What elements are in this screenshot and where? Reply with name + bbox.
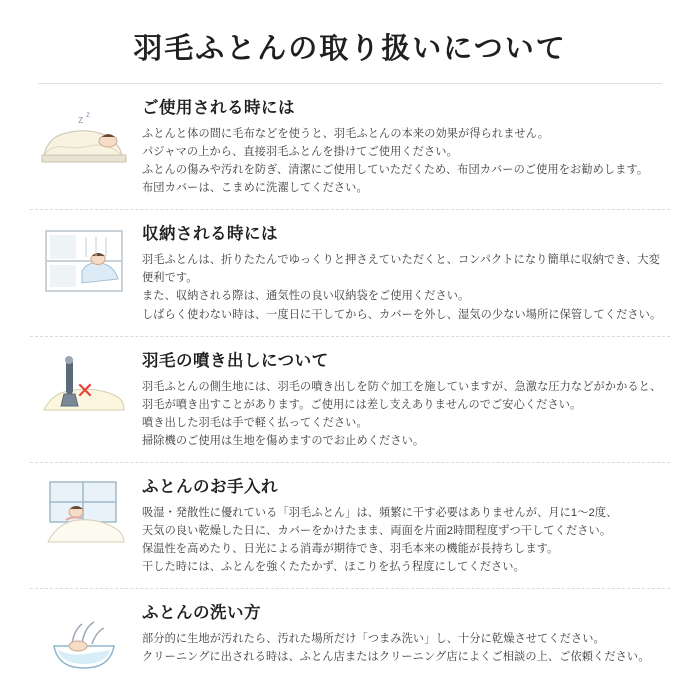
section-line: クリーニングに出される時は、ふとん店またはクリーニング店によくご相談の上、ご依頼ください。: [142, 651, 650, 664]
section-line: 吸湿・発散性に優れている「羽毛ふとん」は、頻繁に干す必要はありませんが、月に1〜2度、: [142, 506, 618, 519]
storage-closet-icon: [38, 227, 130, 299]
section-line: ふとんと体の間に毛布などを使うと、羽毛ふとんの本来の効果が得られません。: [142, 127, 550, 140]
section-storage: [30, 210, 670, 336]
section-line: 噴き出した羽毛は手で軽く払ってください。: [142, 416, 368, 429]
section-care: [30, 463, 670, 589]
section-line: パジャマの上から、直接羽毛ふとんを掛けてご使用ください。: [142, 145, 458, 158]
section-line: 部分的に生地が汚れたら、汚れた場所だけ「つまみ洗い」し、十分に乾燥させてください。: [142, 633, 605, 646]
page-title: 羽毛ふとんの取り扱いについて: [38, 0, 662, 84]
prohibited-x-icon: ✕: [75, 377, 95, 403]
section-title: 羽毛の噴き出しについて: [142, 351, 329, 370]
section-body: [142, 97, 662, 197]
section-line: 保温性を高めたり、日光による消毒が期待でき、羽毛本来の機能が長持ちします。: [142, 543, 559, 556]
section-line: ふとんの傷みや汚れを防ぎ、清潔にご使用していただくため、布団カバーのご使用をお勧めします。: [142, 164, 649, 177]
section-line: 羽毛が噴き出すことがあります。ご使用には差し支えありませんのでご安心ください。: [142, 398, 582, 411]
section-washing: [30, 589, 670, 690]
section-line: また、収納される際は、通気性の良い収納袋をご使用ください。: [142, 290, 470, 303]
airing-duvet-window-icon: [38, 480, 130, 552]
section-title: ご使用される時には: [142, 99, 295, 117]
section-line: 天気の良い乾燥した日に、カバーをかけたまま、両面を片面2時間程度ずつ干してください。: [142, 525, 612, 538]
section-line: 干した時には、ふとんを強くたたかず、ほこりを払う程度にしてください。: [142, 561, 525, 574]
section-line: 布団カバーは、こまめに洗濯してください。: [142, 182, 368, 195]
section-line: しばらく使わない時は、一度日に干してから、カバーを外し、湿気の少ない場所に保管してください。: [142, 308, 662, 321]
section-title: ふとんの洗い方: [142, 604, 261, 623]
section-line: 羽毛ふとんの側生地には、羽毛の噴き出しを防ぐ加工を施していますが、急激な圧力などがかかると、: [142, 380, 662, 393]
section-title: ふとんのお手入れ: [142, 478, 278, 497]
section-usage: [30, 84, 670, 210]
vacuum-on-duvet-prohibited-icon: [38, 354, 130, 426]
section-body: [142, 223, 662, 323]
section-title: 収納される時には: [142, 225, 278, 244]
svg-text:z: z: [78, 114, 84, 126]
section-body: [142, 350, 662, 450]
svg-text:z: z: [86, 110, 90, 119]
section-line: 掃除機のご使用は生地を傷めますのでお止めください。: [142, 434, 425, 447]
section-feather-leak: [30, 337, 670, 463]
section-body: [142, 602, 662, 666]
hand-washing-basin-icon: [38, 606, 130, 678]
duvet-on-bed-icon: [38, 101, 130, 173]
section-body: [142, 476, 662, 576]
section-line: 羽毛ふとんは、折りたたんでゆっくりと押さえていただくと、コンパクトになり簡単に収納でき、大変便利です。: [142, 254, 660, 285]
